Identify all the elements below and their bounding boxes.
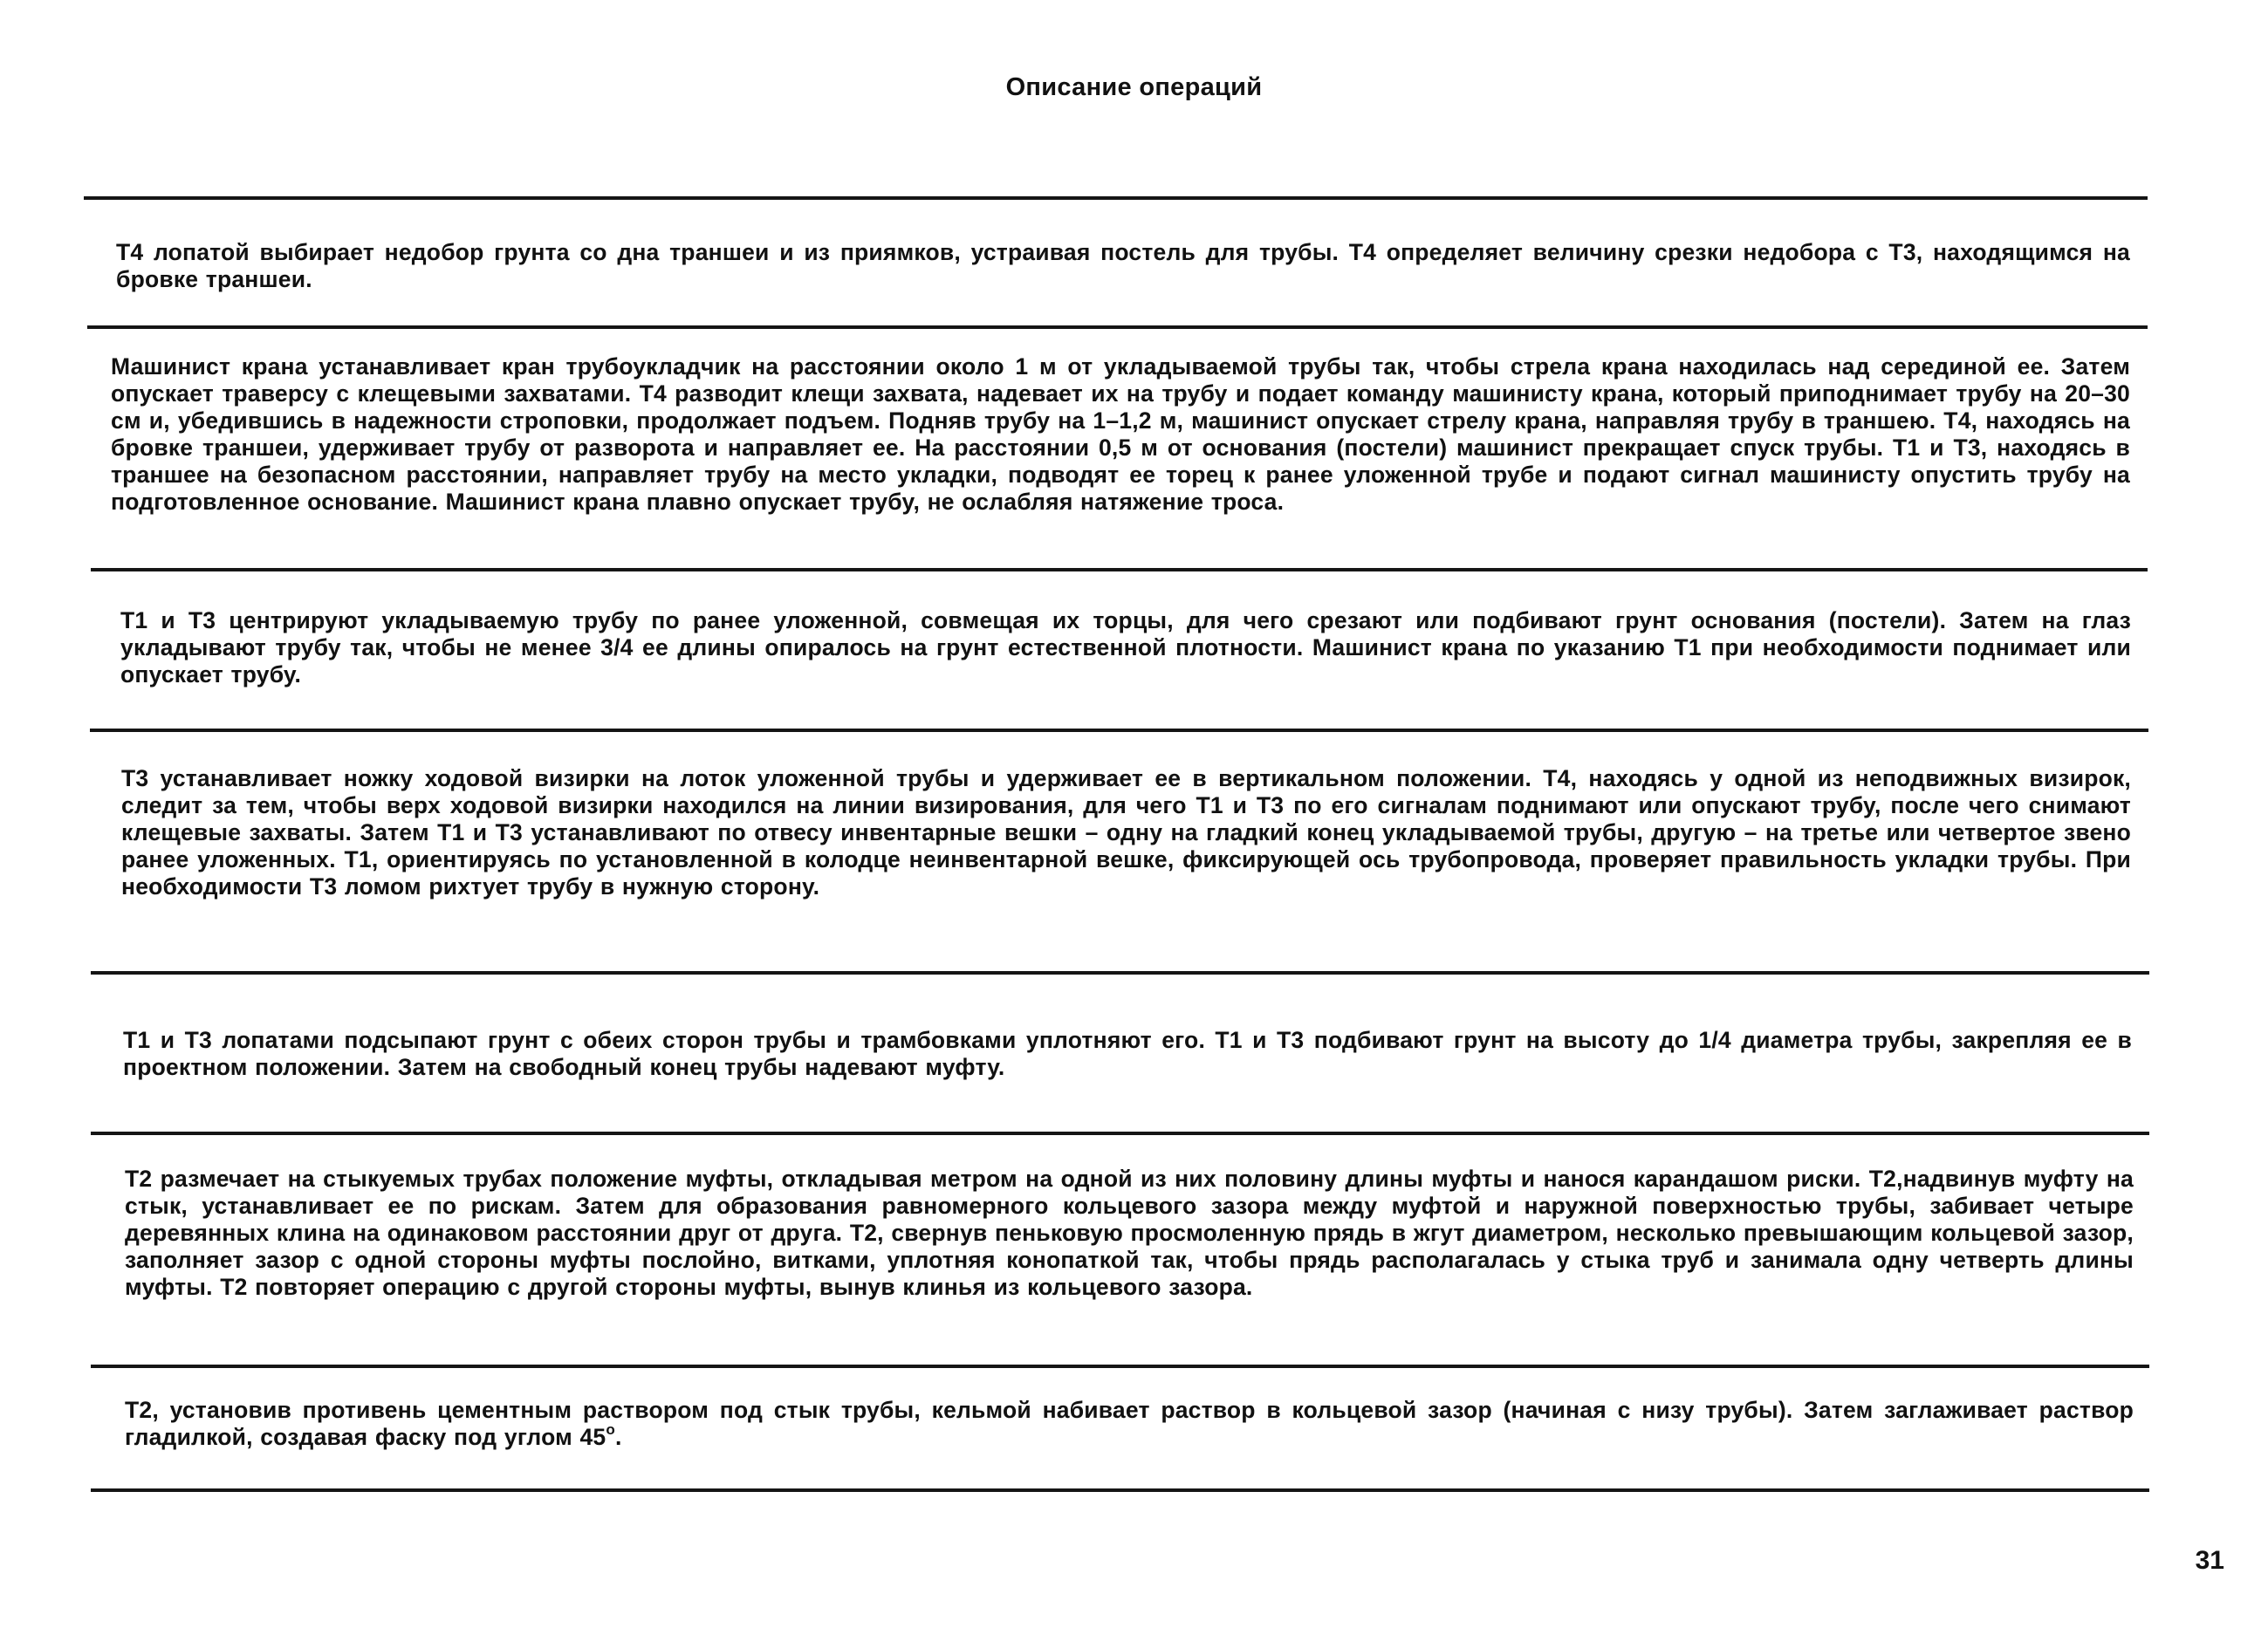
operation-paragraph-3: Т1 и Т3 центрируют укладываемую трубу по ранее уложенной, совмещая их торцы, для чего срезают или подбивают грунт основания (постели). Затем на глаз укладывают трубу так, чтобы не менее 3/4 ее длины опиралось на грунт естественной плотности. Машинист крана по указанию Т1 при необходимости поднимает или опускает трубу. (120, 607, 2131, 688)
operation-paragraph-6: Т2 размечает на стыкуемых трубах положение муфты, откладывая метром на одной из них половину длины муфты и нанося карандашом риски. Т2,надвинув муфту на стык, устанавливает ее по рискам. Затем для образования равномерного кольцевого зазора между муфтой и наружной поверхностью трубы, забивает четыре деревянных клина на одинаковом расстоянии друг от друга. Т2, свернув пеньковую просмоленную прядь в жгут диаметром, несколько превышающим кольцевой зазор, заполняет зазор с одной стороны муфты послойно, витками, уплотняя конопаткой так, чтобы прядь располагалась у стыка труб и занимала одну четверть длины муфты. Т2 повторяет операцию с другой стороны муфты, вынув клинья из кольцевого зазора. (125, 1166, 2134, 1300)
divider-rule (84, 196, 2148, 200)
divider-rule (91, 1488, 2149, 1492)
paragraph-7-period: . (614, 1424, 622, 1450)
degree-mark: o (606, 1421, 615, 1438)
operation-paragraph-2: Машинист крана устанавливает кран трубоукладчик на расстоянии около 1 м от укладываемой трубы так, чтобы стрела крана находилась над серединой ее. Затем опускает траверсу с клещевыми захватами. Т4 разводит клещи захвата, надевает их на трубу и подает команду машинисту крана, который приподнимает трубу на 20–30 см и, убедившись в надежности строповки, продолжает подъем. Подняв трубу на 1–1,2 м, машинист опускает стрелу крана, направляя трубу в траншею. Т4, находясь на бровке траншеи, удерживает трубу от разворота и направляет ее. На расстоянии 0,5 м от основания (постели) машинист прекращает спуск трубы. Т1 и Т3, находясь в траншее на безопасном расстоянии, направляет трубу на место укладки, подводят ее торец к ранее уложенной трубе и подают сигнал машинисту опустить трубу на подготовленное основание. Машинист крана плавно опускает трубу, не ослабляя натяжение троса. (111, 353, 2130, 515)
operation-paragraph-1: Т4 лопатой выбирает недобор грунта со дна траншеи и из приямков, устраивая постель для трубы. Т4 определяет величину срезки недобора с Т3, находящимся на бровке траншеи. (116, 239, 2130, 292)
divider-rule (91, 1365, 2149, 1368)
divider-rule (91, 1132, 2149, 1135)
operation-paragraph-5: Т1 и Т3 лопатами подсыпают грунт с обеих сторон трубы и трамбовками уплотняют его. Т1 и Т3 подбивают грунт на высоту до 1/4 диаметра трубы, закрепляя ее в проектном положении. Затем на свободный конец трубы надевают муфту. (123, 1027, 2132, 1080)
operation-paragraph-7 (125, 1397, 2134, 1451)
divider-rule (87, 325, 2148, 329)
page-title: Описание операций (1005, 73, 1263, 101)
page-number: 31 (2195, 1546, 2224, 1575)
paragraph-7-text: Т2, установив противень цементным раствором под стык трубы, кельмой набивает раствор в кольцевой зазор (начиная с низу трубы). Затем заглаживает раствор гладилкой, создавая фаску под углом 45 (125, 1397, 2134, 1450)
divider-rule (90, 729, 2148, 732)
divider-rule (91, 971, 2149, 975)
divider-rule (91, 568, 2148, 571)
operation-paragraph-4: Т3 устанавливает ножку ходовой визирки на лоток уложенной трубы и удерживает ее в вертикальном положении. Т4, находясь у одной из неподвижных визирок, следит за тем, чтобы верх ходовой визирки находился на линии визирования, для чего Т1 и Т3 по его сигналам поднимают или опускают трубу, после чего снимают клещевые захваты. Затем Т1 и Т3 устанавливают по отвесу инвентарные вешки – одну на гладкий конец укладываемой трубы, другую – на третье или четвертое звено ранее уложенных. Т1, ориентируясь по установленной в колодце неинвентарной вешке, фиксирующей ось трубопровода, проверяет правильность укладки трубы. При необходимости Т3 ломом рихтует трубу в нужную сторону. (121, 765, 2131, 900)
